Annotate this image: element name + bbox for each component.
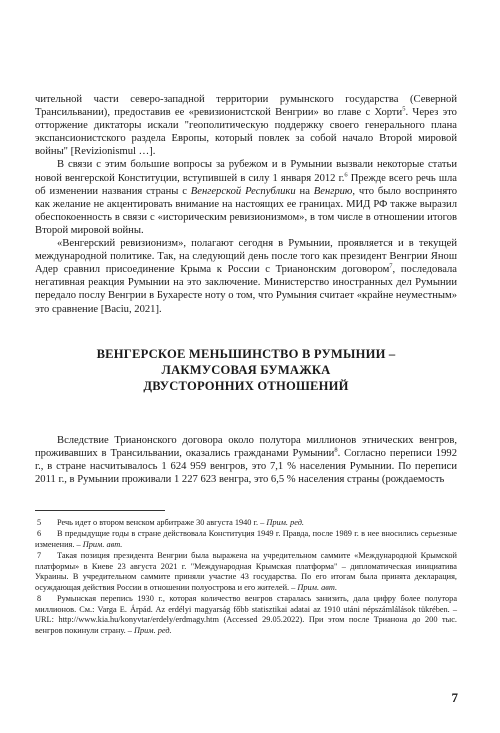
footnote-ref: 8 [334,446,338,454]
footnote-5 [35,518,457,529]
italic-run: Прим. авт. [82,539,123,549]
paragraph-3: «Венгерский ревизионизм», полагают сегодня в Румынии, проявляется и в текущей международной политике. Так, на следующий день после того как президент Венгрии Янош Адер сравнил присоединение Крыма к России с Трианонским договором$^7$, последовала негативная реакция Румынии на это заключение. Министерство иностранных дел Румынии передало послу Венгрии в Бухаресте ноту о том, что Румыния считает «крайне неуместным» это сравнение [Baciu, 2021]. [35,238,457,315]
body-text-section [35,434,457,486]
page-number: 7 [451,690,458,705]
section-heading [35,346,457,394]
footnote-number: 8 [37,593,42,603]
italic-run: Венгрию [313,185,353,197]
footnote-number: 6 [37,529,42,539]
heading-line-1: ВЕНГЕРСКОЕ МЕНЬШИНСТВО В РУМЫНИИ – [96,347,396,361]
footnote-divider [35,510,165,511]
italic-run: Прим. ред. [134,625,172,635]
italic-run: Венгерской Республики [190,185,296,197]
footnote-number: 7 [37,550,42,560]
heading-line-2: ЛАКМУСОВАЯ БУМАЖКА [161,363,331,377]
body-text [35,93,457,316]
footnote-ref: 6 [344,171,348,179]
footnote-ref: 5 [402,105,406,113]
footnote-7 [35,551,457,593]
footnote-6 [35,529,457,550]
paragraph-2: В связи с этим большие вопросы за рубежом и в Румынии вызвали некоторые статьи новой венгерской Конституции, вступившей в силу 1 января 2012 г.$^6$ Прежде всего речь шла об изменении названия страны с Венгерской Республики на Венгрию, что было воспринято как желание не акцентировать внимание на настоящих ее границах. МИД РФ также выразил обеспокоенность в связи с «историческим ревизионизмом», в том числе в отношении итогов Второй мировой войны. [35,159,457,236]
footnote-text: В предыдущие годы в стране действовала Конституция 1949 г. Правда, после 1989 г. в нее вносились серьезные изменения. – Прим. авт. [35,529,457,549]
heading-line-3: ДВУСТОРОННИХ ОТНОШЕНИЙ [143,379,349,393]
italic-run: Прим. авт. [297,582,338,592]
footnotes [35,518,457,637]
paragraph-1: чительной части северо-западной территории румынского государства (Северной Трансильвании), предоставив ее «ревизионистской Венгрии» во главе с Хорти$^5$. Через это отторжение диктаторы искали "геополитическую поддержку своего генерального плана экспансионистского раздела Европы, который повлек за собой начало Второй мировой войны" [Revizionismul …]. [35,94,457,158]
footnote-text: Речь идет о втором венском арбитраже 30 августа 1940 г. – Прим. ред. [57,518,304,527]
italic-run: Прим. ред. [266,518,304,527]
footnote-text: Румынская перепись 1930 г., которая количество венгров старалась занизить, дала цифру более полутора миллионов. См.: Varga E. Árpád. Az erdélyi magyarság főbb statisztikai adatai az 1910 utáni népszámlálások tükrében. – URL: http://www.kia.hu/konyvtar/erdely/erdmagy.htm (Accessed 29.05.2022). При этом после Трианона до 200 тыс. венгров покинули страну. – Прим. ред. [35,593,457,635]
paragraph-4: Вследствие Трианонского договора около полутора миллионов этнических венгров, проживавших в Трансильвании, оказались гражданами Румынии$^8$. Согласно переписи 1992 г., в стране насчитывалось 1 624 959 венгров, это 7,1 % населения Румынии. По переписи 2011 г., в Румынии проживали 1 227 623 венгра, это 6,5 % населения страны (рождаемость [35,435,457,486]
footnote-8 [35,594,457,636]
footnote-number: 5 [37,518,42,527]
footnote-text: Такая позиция президента Венгрии была выражена на учредительном саммите «Международной Крымской платформы» в Киеве 23 августа 2021 г. "Международная Крымская платформа" – дипломатическая инициатива Украины. В учредительном саммите приняли участие 43 государства. По его итогам была принята декларация, осуждающая действия России в отношении полуострова и его жителей. – Прим. авт. [35,550,457,592]
footnote-ref: 7 [389,262,393,270]
